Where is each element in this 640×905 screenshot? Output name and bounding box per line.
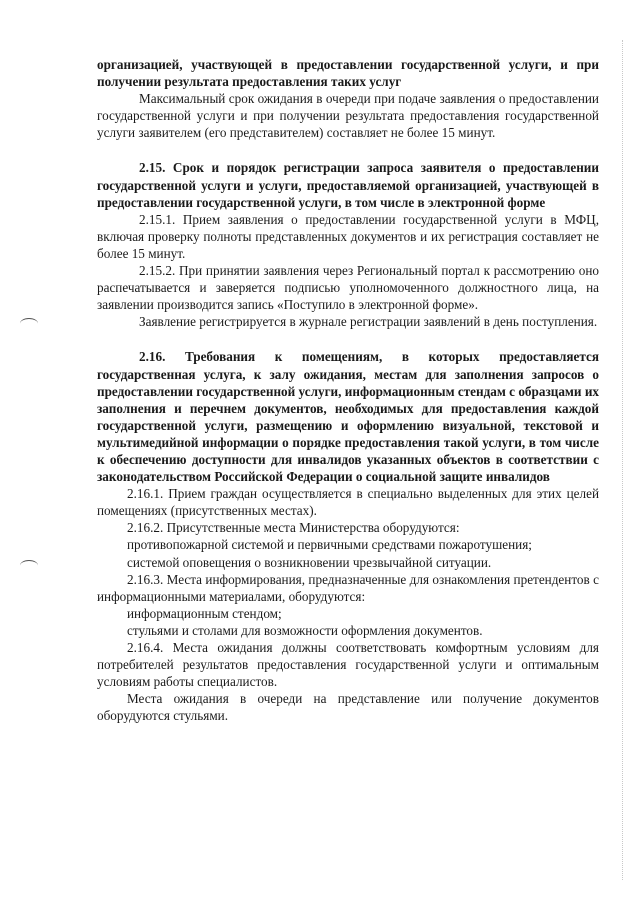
section-gap [97, 330, 599, 348]
paragraph-2-15-2: 2.15.2. При принятии заявления через Региональный портал к рассмотрению оно распечатывается и заверяется подписью уполномоченного должностного лица, на заявлении производится запись «Поступило в электронной форме». [97, 263, 599, 313]
list-item-chairs-tables: стульями и столами для возможности оформления документов. [127, 622, 483, 638]
list-item-alert-system: системой оповещения о возникновении чрезвычайной ситуации. [127, 554, 492, 570]
list-item-fire-system: противопожарной системой и первичными средствами пожаротушения; [127, 537, 532, 553]
section-heading-2-15: 2.15. Срок и порядок регистрации запроса заявителя о предоставлении государственной услуги и услуги, предоставляемой организацией, участвующей в предоставлении государственной услуги, в том числе в электронной форме [97, 160, 599, 210]
paragraph-2-15-1: 2.15.1. Прием заявления о предоставлении государственной услуги в МФЦ, включая проверку полноты представленных документов и их регистрация составляет не более 15 минут. [97, 211, 599, 261]
punch-hole-mark-top [20, 318, 38, 329]
paragraph-2-16-4: 2.16.4. Места ожидания должны соответствовать комфортным условиям для потребителей результатов предоставления государственной услуги и оптимальным условиям работы специалистов. [97, 640, 599, 690]
paragraph-2-16-2: 2.16.2. Присутственные места Министерства оборудуются: [127, 520, 460, 536]
punch-hole-mark-bottom [20, 560, 38, 571]
paragraph-waiting-chairs: Места ожидания в очереди на представление или получение документов оборудуются стульями. [97, 691, 599, 724]
section-gap [97, 141, 599, 159]
scan-edge-artifact [622, 40, 624, 880]
paragraph-registration: Заявление регистрируется в журнале регистрации заявлений в день поступления. [139, 314, 598, 330]
paragraph-2-16-3: 2.16.3. Места информирования, предназначенные для ознакомления претендентов с информационными материалами, оборудуются: [97, 571, 599, 604]
list-item-info-stand: информационным стендом; [127, 605, 282, 621]
paragraph-2-16-1: 2.16.1. Прием граждан осуществляется в специально выделенных для этих целей помещениях (присутственных местах). [97, 486, 599, 519]
heading-continuation: организацией, участвующей в предоставлении государственной услуги, и при получении результата предоставления таких услуг [97, 57, 599, 90]
section-heading-2-16: 2.16. Требования к помещениям, в которых предоставляется государственная услуга, к залу ожидания, местам для заполнения запросов о предоставлении государственной услуги, информационным стендам с образцами их заполнения и перечнем документов, необходимых для предоставления каждой государственной услуги, размещению и оформлению визуальной, текстовой и мультимедийной информации о порядке предоставления такой услуги, в том числе к обеспечению доступности для инвалидов указанных объектов в соответствии с законодательством Российской Федерации о социальной защите инвалидов [97, 349, 600, 485]
paragraph-waiting-time: Максимальный срок ожидания в очереди при подаче заявления о предоставлении государственной услуги и при получении результата предоставления государственной услуги заявителем (его представителем) составляет не более 15 минут. [97, 91, 599, 141]
document-body [97, 56, 599, 724]
